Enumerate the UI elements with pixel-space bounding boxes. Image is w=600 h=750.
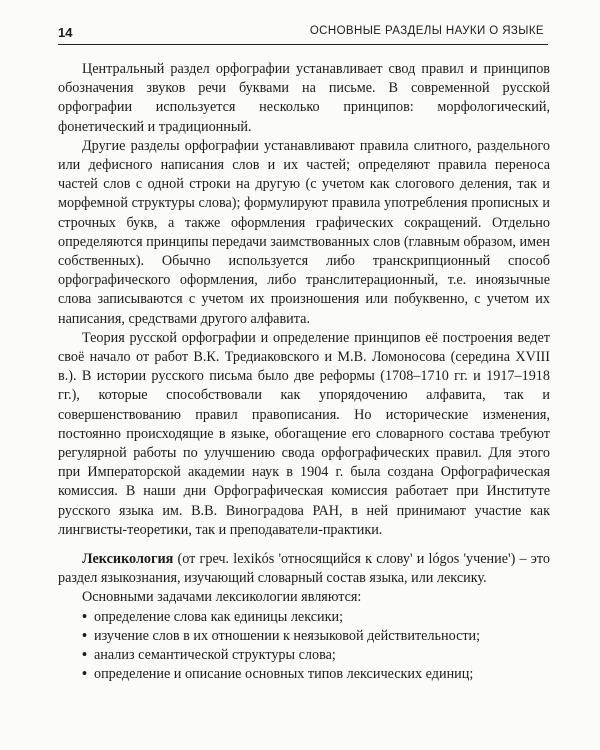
list-item: [58, 627, 550, 646]
bullet-icon: •: [82, 666, 87, 683]
paragraph-lexicology-definition: [58, 550, 550, 588]
bullet-icon: •: [82, 647, 87, 664]
running-title: ОСНОВНЫЕ РАЗДЕЛЫ НАУКИ О ЯЗЫКЕ: [309, 25, 544, 37]
page-header: [58, 22, 548, 45]
lexicology-term: Лексикология: [82, 551, 174, 568]
lexicology-definition-text: (от греч. lexikós 'относящийся к слову' и lógos 'учение') – это раздел языкознания, изучающий словарный состав языка, или лексику.: [58, 551, 550, 587]
list-item-text: анализ семантической структуры слова;: [94, 647, 336, 664]
paragraph-tasks-intro: Основными задачами лексикологии являются:: [82, 589, 362, 606]
list-item-text: изучение слов в их отношении к неязыковой действительности;: [94, 627, 481, 644]
list-item: [58, 646, 550, 665]
page-number: 14: [58, 25, 73, 40]
list-item: [58, 665, 550, 684]
bullet-icon: •: [82, 608, 87, 625]
lexicology-tasks-list: [58, 608, 550, 685]
section-gap: [58, 540, 550, 550]
page-body: [58, 60, 550, 685]
paragraph-central-orthography: Центральный раздел орфографии устанавливает свод правил и принципов обозначения звуков речи буквами на письме. В современной русской орфографии используется несколько принципов: морфологический, фонетический и традиционный.: [58, 61, 550, 135]
paragraph-other-orthography: Другие разделы орфографии устанавливают правила слитного, раздельного или дефисного написания слов и их частей; определяют правила переноса частей слов с одной строки на другую (с учетом как слогового деления, так и морфемной структуры слова); формулируют правила употребления прописных и строчных букв, а также оформления графических сокращений. Отдельно определяются принципы передачи заимствованных слов (главным образом, имен собственных). Обычно используется либо транскрипционный способ орфографического оформления, либо транслитерационный, т.е. иноязычные слова записываются с учетом их произношения или побуквенно, с учетом их написания, средствами другого алфавита.: [58, 137, 550, 327]
bullet-icon: •: [82, 627, 87, 644]
paragraph-orthography-history: Теория русской орфографии и определение принципов её построения ведет своё начало от работ В.К. Тредиаковского и М.В. Ломоносова (середина XVIII в.). В истории русского письма было две реформы (1708–1710 гг. и 1917–1918 гг.), которые способствовали как упорядочению алфавита, так и совершенствованию правил правописания. Но исторические изменения, постоянно происходящие в языке, обогащение его словарного состава требуют регулярной работы по улучшению свода орфографических правил. Для этого при Императорской академии наук в 1904 г. была создана Орфографическая комиссия. В наши дни Орфографическая комиссия работает при Институте русского языка им. В.В. Виноградова РАН, в ней принимают участие как лингвисты-теоретики, так и преподаватели-практики.: [58, 329, 550, 538]
list-item-text: определение и описание основных типов лексических единиц;: [94, 666, 474, 683]
list-item-text: определение слова как единицы лексики;: [94, 608, 344, 625]
list-item: [58, 608, 550, 627]
